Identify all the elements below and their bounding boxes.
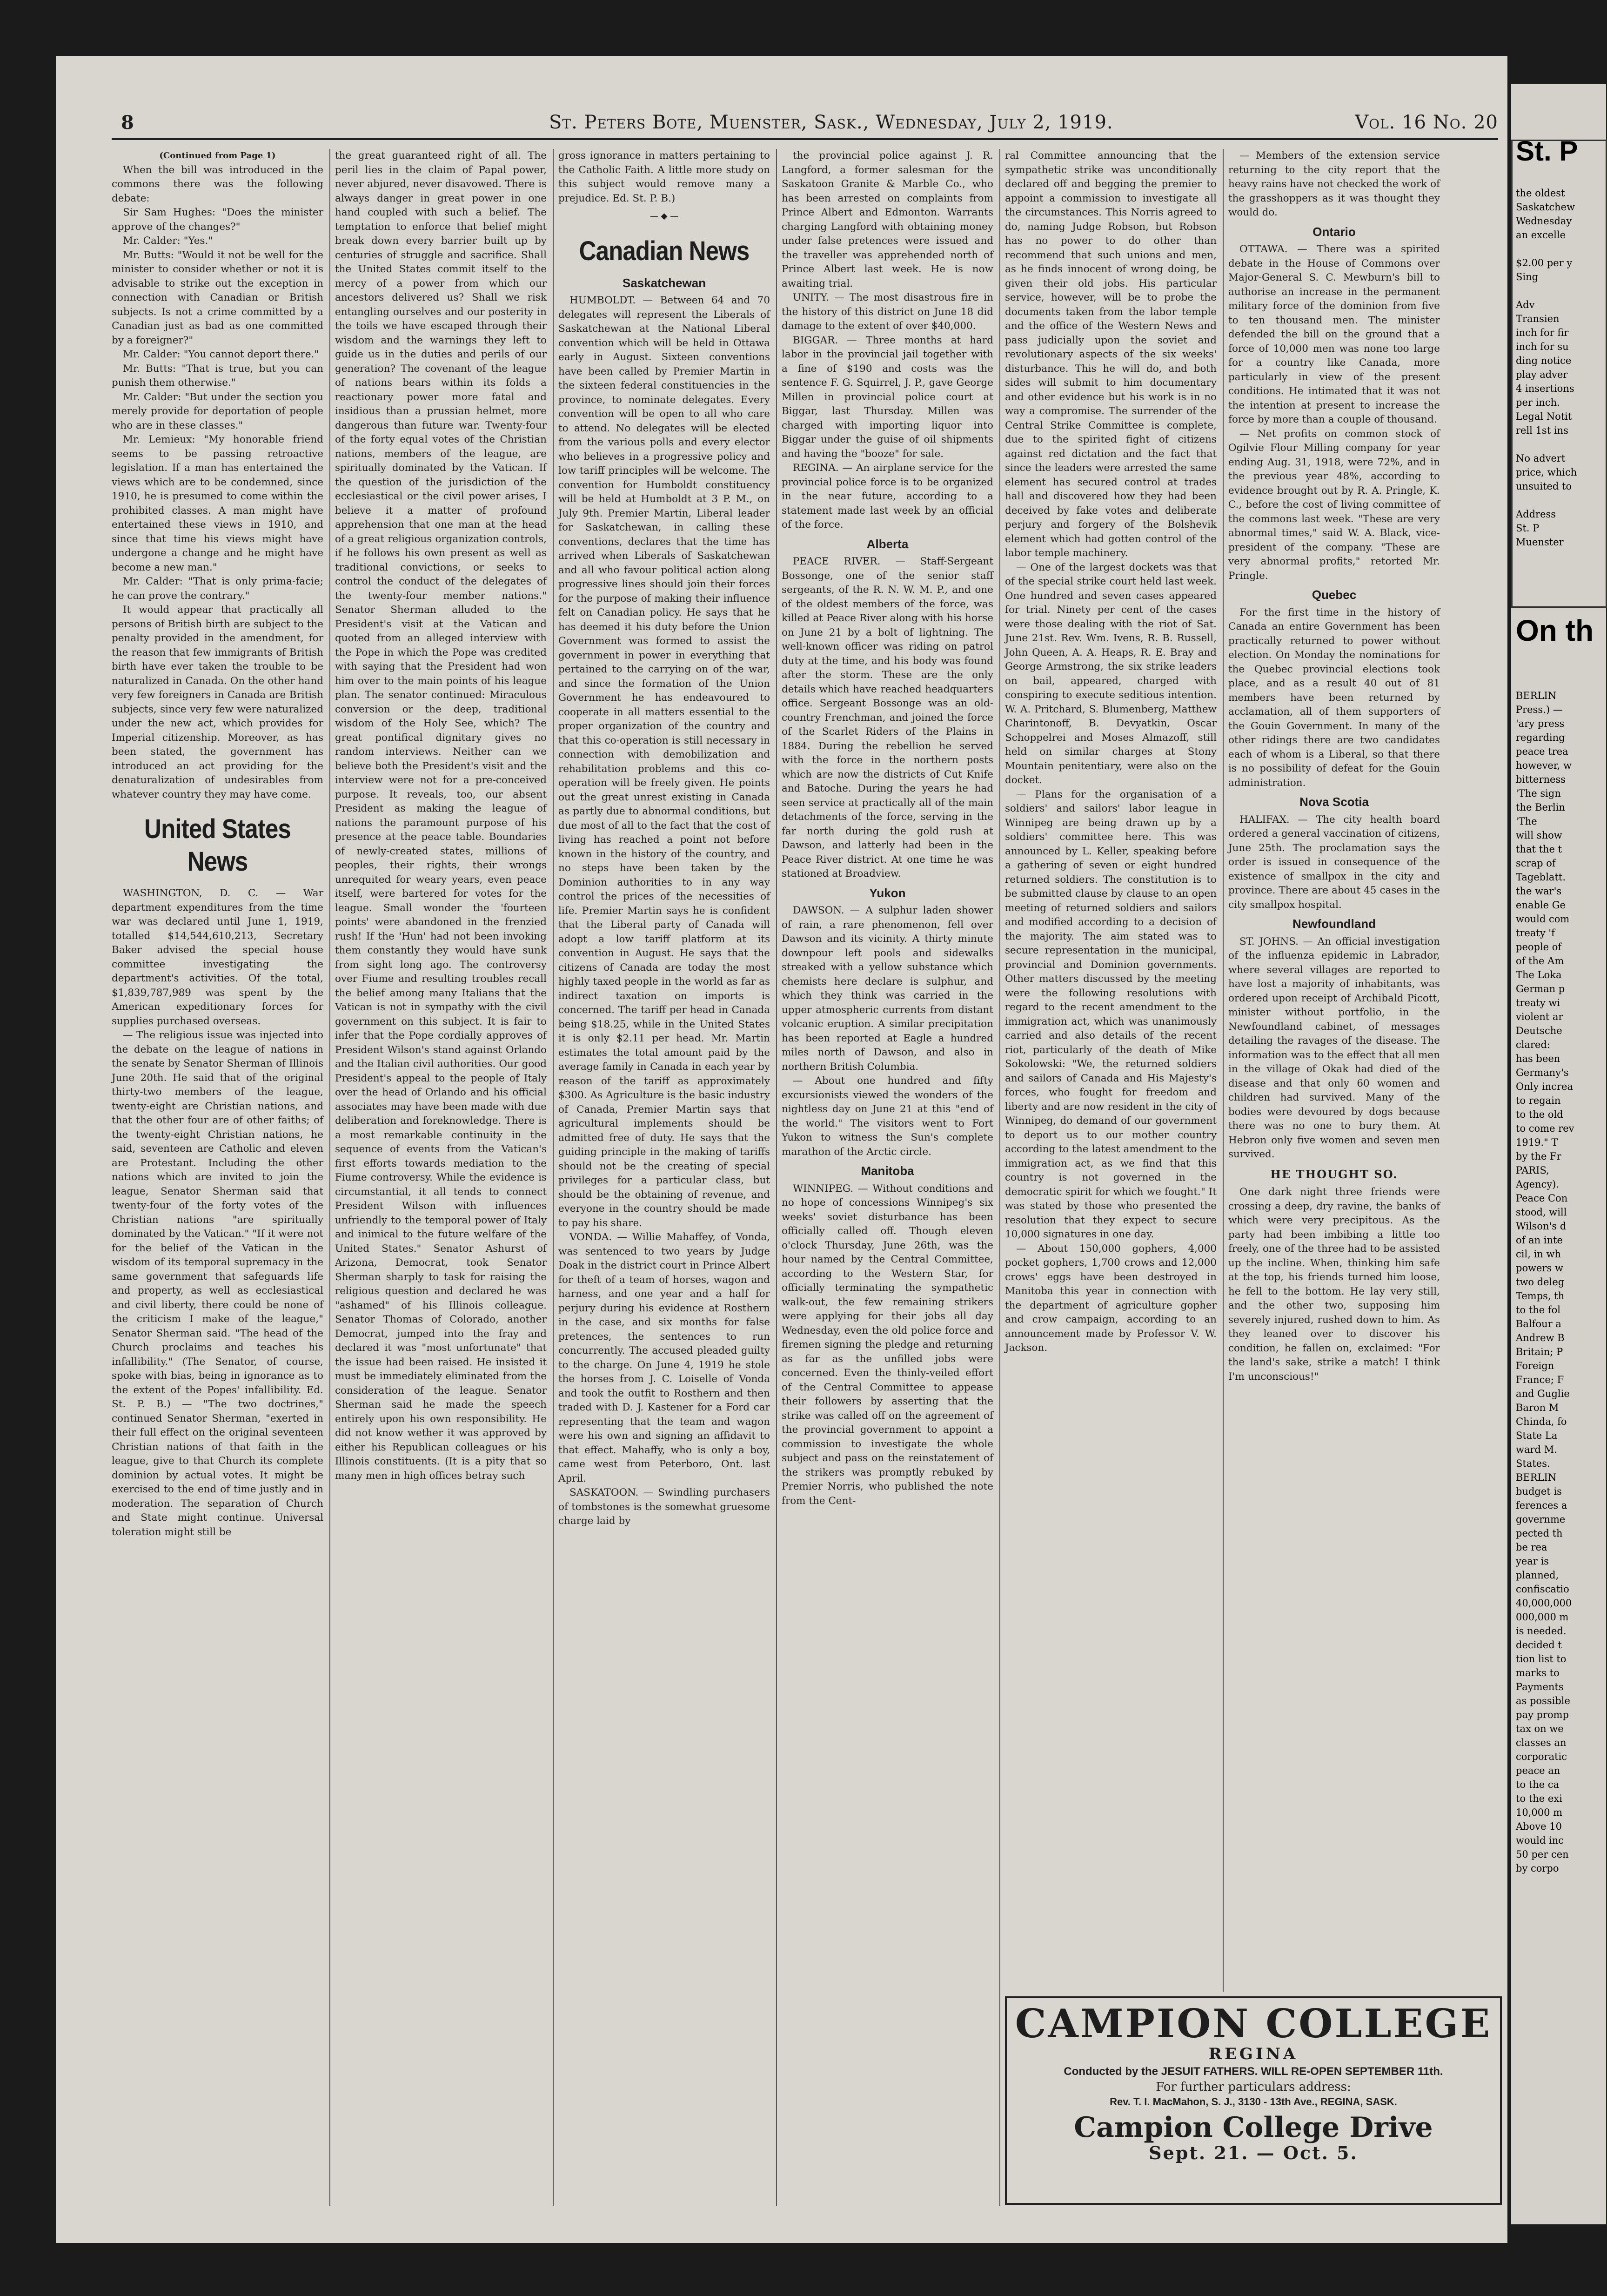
paragraph: the provincial police against J. R. Langford, a former salesman for the Saskatoon Granite & Marble Co., who has been arrested on complaints from Prince Albert and Edmonton. Warrants charging Langford with obtaining money under false pretences were issued and the traveller was apprehended north of Prince Albert last week. He is now awaiting trial. (782, 150, 993, 289)
text-line: play adver (1516, 369, 1568, 380)
he-thought-so-heading: HE THOUGHT SO. (1270, 1167, 1398, 1181)
text-line: to come rev (1516, 1123, 1574, 1134)
text-line: to regain (1516, 1095, 1561, 1106)
column-4 (782, 149, 993, 2206)
text-line: 'The (1516, 816, 1537, 827)
text-line: pay promp (1516, 1709, 1569, 1720)
adjacent-article-lines (1516, 689, 1604, 1875)
text-line: however, w (1516, 760, 1572, 771)
text-line: the oldest (1516, 188, 1565, 199)
col6-paragraphs-5 (1228, 935, 1440, 1162)
column-divider (553, 149, 554, 2206)
text-line: peace trea (1516, 746, 1568, 757)
ad-drive-dates: Sept. 21. — Oct. 5. (1149, 2142, 1358, 2163)
paragraph: For the first time in the history of Canada an entire Government has been practically returned to power without election. On Monday the nominations for the Quebec provincial elections took place, and as a result 40 out of 81 members have been returned by acclamation, all of them supporters of the Gouin Government. In many of the other ridings there are two candidates each of whom is a Liberal, so that there is no possibility of defeat for the Gouin administration. (1228, 606, 1440, 789)
us-news-heading: United States News (144, 814, 291, 877)
paragraph: One dark night three friends were crossing a deep, dry ravine, the banks of which were very precipitous. As the party had been imbibing a little too freely, one of the three had to be assisted up the incline. When, thinking him safe at the top, his friends turned him loose, he fell to the bottom. He lay very still, and the other two, supposing him severely injured, rushed down to him. As they leaned over to discover his condition, he fallen on, exclaimed: "For the land's sake, strike a match! I think I'm unconscious!" (1228, 1186, 1440, 1383)
canadian-news-heading: Canadian News (579, 235, 750, 266)
ad-line-conducted: Conducted by the JESUIT FATHERS. WILL RE-OPEN SEPTEMBER 11th. (1064, 2065, 1443, 2078)
quebec-subheading: Quebec (1312, 588, 1357, 602)
campion-college-ad (1005, 1996, 1502, 2205)
ad-city: REGINA (1208, 2045, 1299, 2063)
column-3 (558, 149, 770, 2206)
paragraph: REGINA. — An airplane service for the provincial police force is to be organized in the near future, according to a statement made last week by an official of the force. (782, 462, 993, 530)
text-line: cil, in wh (1516, 1249, 1561, 1260)
text-line: powers w (1516, 1262, 1563, 1274)
text-line: 4 insertions (1516, 383, 1574, 394)
text-line: Muenster (1516, 537, 1564, 548)
paragraph: ST. JOHNS. — An official investigation of the influenza epidemic in Labrador, where several villages are reported to have lost a majority of inhabitants, was ordered upon receipt of Archibald Picott, minister without portfolio, in the Newfoundland cabinet, of messages detailing the ravages of the disease. The information was to the effect that all men in the village of Okak had died of the disease and that only 60 women and children had survived. Many of the bodies were devoured by dogs because there was no one to bury them. At Hebron only five women and seven men survived. (1228, 935, 1440, 1160)
col4-paragraphs-2 (782, 555, 993, 881)
text-line: confiscatio (1516, 1584, 1569, 1595)
text-line: Wednesday (1516, 215, 1572, 227)
col6-paragraphs (1228, 149, 1440, 220)
text-line: the war's (1516, 886, 1562, 897)
text-line: Balfour a (1516, 1318, 1561, 1329)
text-line: bitterness (1516, 774, 1566, 785)
adjacent-title: St. P (1516, 135, 1578, 167)
column-6 (1228, 149, 1440, 1992)
text-line: people of (1516, 941, 1562, 953)
paragraph: Mr. Calder: "Yes." (123, 235, 213, 247)
text-line: Address (1516, 509, 1556, 520)
col1-paragraphs (112, 163, 323, 802)
text-line: price, which (1516, 467, 1577, 478)
paragraph: gross ignorance in matters pertaining to the Catholic Faith. A little more study on this subject would remove many a prejudice. Ed. St. P. B.) (558, 150, 770, 204)
col5-paragraphs (1005, 149, 1217, 1356)
text-line: budget is (1516, 1486, 1562, 1497)
text-line: as possible (1516, 1695, 1570, 1706)
text-line: peace an (1516, 1765, 1560, 1776)
manitoba-subheading: Manitoba (861, 1164, 914, 1178)
paragraph: When the bill was introduced in the commons there was the following debate: (112, 164, 323, 204)
paragraph: — About 150,000 gophers, 4,000 pocket gophers, 1,700 crows and 12,000 crows' eggs have been destroyed in Manitoba this year in connection with the department of agriculture gopher and crow campaign, according to an announcement made by Professor V. W. Jackson. (1005, 1242, 1217, 1354)
paragraph: the great guaranteed right of all. The peril lies in the claim of Papal power, never abjured, never disavowed. There is always danger in great power in one hand coupled with such a belief. The temptation to enforce that belief might break down every barrier built up by centuries of struggle and sacrifice. Shall the United States commit itself to the mercy of a power from which our ancestors delivered us? Shall we risk entangling ourselves and our posterity in the toils we have escaped through their wisdom and the warnings they left to guide us in the duties and perils of our generation? The covenant of the league of nations bears within its folds a reactionary power more fatal and insidious than a prussian helmet, more dangerous than future war. Twenty-four of the forty equal votes of the Christian nations, members of the league, are spiritually dominated by the Vatican. If the question of the jurisdiction of the ecclesiastical or the civil power arises, I believe it a matter of profound apprehension that one man at the head of a great religious organization controls, if he follows his own present as well as traditional convictions, or seeks to control the conduct of the delegates of the twenty-four member nations." Senator Sherman alluded to the President's visit at the Vatican and quoted from an alleged interview with the Pope in which the Pope was credited with saying that the President had won him over to the main points of his league plan. The senator continued: Miraculous conversion or the deep, traditional wisdom of the Holy See, which? The great pontifical dignitary gives no random interviews. Neither can we believe both the President's visit and the interview were not for a pre-conceived purpose. It reveals, too, our absent President as making the league of nations the paramount purpose of his presence at the peace table. Boundaries of newly-created states, millions of peoples, their rights, their wrongs unrequited for weary years, even peace itself, were bartered for votes for the league. Small wonder the 'fourteen points' were abandoned in the frenzied rush! If the 'Hun' had not been invoking them constantly they would have sunk from sight long ago. The controversy over Fiume and resulting troubles recall the belief among many Italians that the Vatican is not in sympathy with the civil government on this subject. It is fair to infer that the Pope cordially approves of President Wilson's stand against Orlando and the Italian civil authorities. Our good President's appeal to the people of Italy over the head of Orlando and his official associates may have been made with due deliberation and foreknowledge. There is a most remarkable continuity in the sequence of events from the Vatican's first efforts towards mediation to the Fiume controversy. While the evidence is circumstantial, it all tends to connect President Wilson with influences unfriendly to the temporal power of Italy and inimical to the future welfare of the United States." Senator Ashurst of Arizona, Democrat, took Senator Sherman sharply to task for raising the religious question and declared he was "ashamed" of his Illinois colleague. Senator Thomas of Colorado, another Democrat, jumped into the fray and declared it was "most unfortunate" that the issue had been raised. He insisted it must be immediately eliminated from the consideration of the league. Senator Sherman said he made the speech entirely upon his own responsibility. He did not know wether it was approved by either his Republican colleagues or his Illinois constituents. (It is a pity that so many men in high offices betray such (335, 150, 547, 1482)
text-line: Deutsche (1516, 1025, 1562, 1036)
text-line: State La (1516, 1430, 1558, 1441)
text-line: Transien (1516, 313, 1560, 324)
text-line: and Guglie (1516, 1388, 1570, 1399)
text-line: corporatic (1516, 1751, 1567, 1762)
paragraph: SASKATOON. — Swindling purchasers of tombstones is the somewhat gruesome charge laid by (558, 1487, 770, 1527)
text-line: year is (1516, 1556, 1549, 1567)
ad-line-address: Rev. T. I. MacMahon, S. J., 3130 - 13th Ave., REGINA, SASK. (1110, 2096, 1397, 2108)
paragraph: HUMBOLDT. — Between 64 and 70 delegates will represent the Liberals of Saskatchewan at the National Liberal convention which will be held in Ottawa early in August. Sixteen conventions have been called by Premier Martin in the sixteen federal constituencies in the province, to nominate delegates. Every convention will be open to all who care to attend. No delegates will be elected from the various polls and every elector who believes in a progressive policy and low tariff principles will be welcome. The convention for Humboldt constituency will be held at Humboldt at 3 P. M., on July 9th. Premier Martin, Liberal leader for Saskatchewan, in calling these conventions, declares that the time has arrived when Liberals of Saskatchewan and all who favour political action along progressive lines should join their forces for the purpose of making their influence felt on Canadian policy. He says that he has deemed it his duty before the Union Government was formed to assist the government in power in everything that pertained to the carrying on of the war, and since the formation of the Union Government he has endeavoured to cooperate in all matters essential to the proper organization of the country and that this co-operation is still necessary in connection with demobilization and rehabilitation problems and this co-operation will be freely given. He points out the great unrest existing in Canada as partly due to abnormal conditions, but due most of all to the fact that the cost of living has reached a point not before known in the history of the country, and no steps have been taken by the Dominion authorities to in any way control the prices of the necessities of life. Premier Martin says he is confident that the Liberal party of Canada will adopt a low tariff platform at its convention in August. He says that the citizens of Canada are today the most highly taxed people in the world as far as indirect taxation on imports is concerned. The tariff per head in Canada being $18.25, while in the United States it is only $2.11 per head. Mr. Martin estimates the total amount paid by the average family in Canada in each year by reason of the tariff as approximately $300. As Agriculture is the basic industry of Canada, Premier Martin says that agricultural implements should be admitted free of duty. He says that the guiding principle in the making of tariffs should not be the creating of special privileges for a particular class, but should be the obtaining of revenue, and everyone in the country should be made to pay his share. (558, 295, 770, 1229)
text-line: Above 10 (1516, 1821, 1562, 1832)
paragraph: Mr. Calder: "That is only prima-facie; he can prove the contrary." (112, 576, 323, 602)
text-line: rell 1st ins (1516, 425, 1568, 436)
text-line: Andrew B (1516, 1332, 1565, 1343)
text-line: 000,000 m (1516, 1611, 1569, 1623)
paragraph: — Net profits on common stock of Ogilvie Flour Milling company for year ending Aug. 31, 1918, were 72%, and in the previous year 48%, according to evidence brought out by R. A. Pringle, K. C., before the cost of living committee of the commons last week. "These are very abnormal times," said W. A. Black, vice-president of the company. "These are very abnormal profits," retorted Mr. Pringle. (1228, 428, 1440, 582)
paragraph: Mr. Butts: "That is true, but you can punish them otherwise." (112, 363, 323, 389)
newfoundland-subheading: Newfoundland (1292, 917, 1376, 931)
text-line: France; F (1516, 1374, 1564, 1385)
paragraph: Mr. Butts: "Would it not be well for the minister to consider whether or not it is advisable to strike out the exception in connection with Canadian or British subjects. Is not a crime committed by a Canadian just as bad as one committed by a foreigner?" (112, 249, 323, 346)
text-line: Temps, th (1516, 1290, 1565, 1302)
text-line: of the Am (1516, 955, 1564, 967)
text-line: St. P (1516, 523, 1540, 534)
us-news-paragraphs (112, 886, 323, 1539)
text-line: tax on we (1516, 1723, 1564, 1734)
text-line: will show (1516, 830, 1562, 841)
text-line: pected th (1516, 1528, 1563, 1539)
paragraph: — The religious issue was injected into the debate on the league of nations in the senate by Senator Sherman of Illinois June 20th. He said that of the original thirty-two members of the league, twenty-eight are Christian nations, and that the other four are of other faiths; of the twenty-eight Christian nations, he said, seventeen are Catholic and eleven are Protestant. Including the other nations which are invited to join the league, Senator Sherman said that twenty-four of the forty votes of the Christian nations "are spiritually dominated by the Vatican." "If it were not for the belief of the Vatican in the wisdom of its temporal supremacy in the same government that safeguards life and property, as well as ecclesiastical and civil liberty, there could be none of the criticism I make of the league," Senator Sherman said. "The head of the Church proclaims and teaches his infallibility." (The Senator, of course, spoke with bias, being in ignorance as to the extent of the Popes' infallibility. Ed. St. P. B.) — "The two doctrines," continued Senator Sherman, "exerted in their full effect on the original seventeen Christian nations of that faith in the league, give to that Church its complete dominion by actual votes. It might be exercised to the end of time justly and in moderation. The separation of Church and State might continue. Universal toleration might still be (112, 1029, 323, 1538)
text-line: Only increa (1516, 1081, 1573, 1092)
nova-scotia-subheading: Nova Scotia (1299, 795, 1369, 809)
text-line: two deleg (1516, 1276, 1565, 1288)
text-line: of an inte (1516, 1235, 1563, 1246)
text-line: Payments (1516, 1681, 1564, 1692)
text-line: clared: (1516, 1039, 1550, 1050)
text-line: would inc (1516, 1835, 1564, 1846)
text-line: inch for su (1516, 341, 1569, 352)
text-line: States. (1516, 1458, 1550, 1469)
masthead-line: St. Peters Bote, Muenster, Sask., Wednesday, July 2, 1919. (549, 112, 1113, 133)
col4-paragraphs-4 (782, 1182, 993, 1509)
col4-paragraphs-3 (782, 904, 993, 1159)
text-line: BERLIN (1516, 1472, 1557, 1483)
paragraph: Sir Sam Hughes: "Does the minister approve of the changes?" (112, 207, 323, 233)
header-rule (112, 138, 1498, 140)
col4-paragraphs (782, 149, 993, 532)
text-line: Foreign (1516, 1360, 1554, 1371)
alberta-subheading: Alberta (866, 537, 909, 551)
text-line: an excelle (1516, 229, 1566, 241)
text-line: 'ary press (1516, 718, 1565, 729)
text-line: Britain; P (1516, 1346, 1563, 1357)
col6-paragraphs-4 (1228, 813, 1440, 913)
col3-paragraphs (558, 149, 770, 206)
column-5 (1005, 149, 1217, 1992)
text-line: per inch. (1516, 397, 1560, 408)
text-line: treaty wi (1516, 997, 1560, 1008)
text-line: ward M. (1516, 1444, 1557, 1455)
text-line: Peace Con (1516, 1193, 1568, 1204)
ad-line-particulars: For further particulars address: (1156, 2080, 1351, 2094)
column-divider (1223, 149, 1224, 1992)
paragraph: — Plans for the organisation of a soldiers' and sailors' labor league in Winnipeg are being drawn up by a soldiers' committee here. This was announced by L. Keller, speaking before a gathering of seven or eight hundred returned soldiers. The constitution is to be submitted clause by clause to an open meeting of returned soldiers and sailors and modified according to a decision of the majority. The aim stated was to secure representation in the municipal, provincial and Dominion governments. Other matters discussed by the meeting were the following resolutions with regard to the recent amendment to the immigration act, which was unanimously carried and also details of the recent riot, particularly of the death of Mike Sokolowski: "We, the returned soldiers and sailors of Canada and His Majesty's forces, who fought for freedom and liberty and are now resident in the city of Winnipeg, do demand of our government to deport us to our mother country according to the latest amendment to the immigration act, as we find that this country is not governed in the democratic spirit for which we fought." It was stated by those who presented the resolution that they expect to secure 10,000 signatures in one day. (1005, 788, 1217, 1240)
paragraph: Mr. Lemieux: "My honorable friend seems to be passing retroactive legislation. If a man has entertained the views which are to be condemned, since 1910, he is presumed to come within the prohibited classes. A man might have entertained these views in 1910, and since that time his views might have undergone a change and he might have become a new man." (112, 434, 323, 573)
text-line: No advert (1516, 453, 1566, 464)
adjacent-heading: On th (1516, 614, 1594, 647)
col3-paragraphs-2 (558, 294, 770, 1529)
text-line: classes an (1516, 1737, 1567, 1748)
text-line: to the exi (1516, 1793, 1562, 1804)
text-line: 'The sign (1516, 788, 1561, 799)
paragraph: PEACE RIVER. — Staff-Sergeant Bossonge, one of the senior staff sergeants, of the R. N. W. M. P., and one of the oldest members of the force, was killed at Peace River along with his horse on June 21 by a bolt of lightning. The well-known officer was riding on patrol duty at the time, and his body was found after the storm. These are the only details which have reached headquarters office. Sergeant Bossonge was an old-country Frenchman, and joined the force of the Scarlet Riders of the Plains in 1884. During the rebellion he served with the force in the northern posts which are now the districts of Cut Knife and Batoche. During the years he had seen service at practically all of the main detachments of the force, serving in the far north during the gold rush at Dawson, and latterly had been in the Peace River district. At one time he was stationed at Broadview. (782, 556, 993, 879)
ontario-subheading: Ontario (1312, 224, 1356, 239)
adjacent-masthead-lines (1516, 186, 1604, 549)
text-line: 50 per cen (1516, 1849, 1569, 1860)
paragraph: It would appear that practically all persons of British birth are subject to the penalty provided in the amendment, for the reason that few immigrants of British birth have ever taken the trouble to be naturalized in Canada. On the other hand very few foreigners in Canada are British subjects, since very few were naturalized under the new act, which provides for Imperial citizenship. Moreover, as has been stated, the government has introduced an act providing for the denaturalization of undesirables from whatever country they may have come. (112, 604, 323, 800)
col6-paragraphs-2 (1228, 242, 1440, 583)
text-line: by the Fr (1516, 1151, 1561, 1162)
paragraph: WINNIPEG. — Without conditions and no hope of concessions Winnipeg's six weeks' soviet disturbance has been officially called off. Though eleven o'clock Thursday, June 26th, was the hour named by the Central Committee, according to the Western Star, for officially terminating the sympathetic walk-out, the few remaining strikers were applying for their jobs all day Wednesday, even the old police force and firemen signing the pledge and returning as far as the unfilled jobs were concerned. Even the thinly-veiled effort of the Central Committee to appease their followers by asserting that the strike was called off on the agreement of the provincial government to appoint a commission to investigate the whole subject and pass on the reinstatement of the strikers was promptly rebuked by Premier Norris, who published the note from the Cent- (782, 1182, 993, 1507)
text-line: treaty 'f (1516, 927, 1555, 939)
text-line: tion list to (1516, 1653, 1567, 1665)
text-line: 10,000 m (1516, 1807, 1563, 1818)
text-line: Press.) — (1516, 704, 1563, 715)
col2-paragraphs (335, 149, 547, 1483)
text-line: BERLIN (1516, 690, 1557, 701)
text-line: Wilson's d (1516, 1221, 1567, 1232)
text-line (1516, 242, 1604, 256)
text-line: regarding (1516, 732, 1565, 743)
paragraph: Mr. Calder: "You cannot deport there." (123, 349, 319, 360)
paragraph: — About one hundred and fifty excursionists viewed the wonders of the nightless day on June 21 at this "end of the world." The visitors went to Fort Yukon to witness the Sun's complete marathon of the Arctic circle. (782, 1075, 993, 1158)
col6-paragraphs-6 (1228, 1185, 1440, 1384)
column-1 (112, 149, 323, 2206)
text-line: $2.00 per y (1516, 257, 1573, 269)
text-line (1516, 437, 1604, 451)
paragraph: Mr. Calder: "But under the section you merely provide for deportation of people who are in these classes." (112, 391, 323, 431)
column-2 (335, 149, 547, 2206)
page-header (121, 107, 1498, 140)
yukon-subheading: Yukon (869, 886, 906, 900)
text-line: is needed. (1516, 1625, 1567, 1637)
ad-drive-title: Campion College Drive (1074, 2111, 1433, 2144)
text-line: decided t (1516, 1639, 1562, 1651)
saskatchewan-subheading: Saskatchewan (622, 275, 706, 290)
paragraph: VONDA. — Willie Mahaffey, of Vonda, was sentenced to two years by Judge Doak in the district court in Prince Albert for theft of a team of horses, wagon and harness, and one year and a half for perjury during his evidence at Rosthern in the case, and six months for false pretences, the sentences to run concurrently. The accused pleaded guilty to the charge. On June 4, 1919 he stole the horses from J. C. Loiselle of Vonda and took the outfit to Rosthern and then traded with D. J. Kastener for a Ford car representing that the team and wagon were his own and signing an affidavit to that effect. Mahaffy, who is only a boy, came west from Peterboro, Ont. last April. (558, 1231, 770, 1484)
text-line: governme (1516, 1514, 1566, 1525)
text-line: to the fol (1516, 1304, 1560, 1316)
paragraph: HALIFAX. — The city health board ordered a general vaccination of citizens, June 25th. The proclamation says the order is issued in consequence of the existence of smallpox in the city and province. There are about 45 cases in the city smallpox hospital. (1228, 813, 1440, 911)
text-line: 1919." T (1516, 1137, 1558, 1148)
text-line: that the t (1516, 844, 1562, 855)
col6-paragraphs-3 (1228, 606, 1440, 791)
text-line: to the ca (1516, 1779, 1560, 1790)
paragraph: OTTAWA. — There was a spirited debate in the House of Commons over Major-General S. C. Mewburn's bill to authorise an increase in the permanent military force of the dominion from five to ten thousand men. The minister defended the bill on the ground that a force of 10,000 men was none too large for a country like Canada, more particularly in view of the present conditions. He intimated that it was not the intention at present to increase the force by more than a couple of thousand. (1228, 243, 1440, 425)
ad-title: CAMPION COLLEGE (1015, 2001, 1492, 2047)
paragraph: — One of the largest dockets was that of the special strike court held last week. One hundred and seven cases appeared for trial. Ninety per cent of the cases were those dealing with the riot of Sat. June 21st. Rev. Wm. Ivens, R. B. Russell, John Queen, A. A. Heaps, R. E. Bray and George Armstrong, the six strike leaders on bail, appeared, charged with conspiring to execute seditious intention. W. A. Pritchard, S. Blumenberg, Matthew Charintonoff, B. Devyatkin, Oscar Schoppelrei and Moses Almazoff, still held on similar charges at Stony Mountain penitentiary, were also on the docket. (1005, 561, 1217, 786)
column-divider (999, 149, 1000, 2206)
text-line: Saskatchew (1516, 201, 1575, 213)
paragraph: ral Committee announcing that the sympathetic strike was unconditionally declared off and begging the premier to appoint a commission to investigate all the circumstances. This Norris agreed to do, naming Judge Robson, but Robson has no power to do other than recommend that such unions and men, as he finds innocent of wrong doing, be given their old jobs. His particular service, however, will be to probe the documents taken from the labor temple and the office of the Western News and pass judicially upon the soviet and revolutionary aspects of the six weeks' disturbance. This he will do, and both sides will submit to him documentary and other evidence but his work is in no way a compromise. The surrender of the Central Strike Committee is complete, due to the spirited fight of citizens against red dictation and the fact that since the leaders were arrested the same element has secured control at trades hall and discovered how they had been deceived by fake votes and deliberate perjury and forgery of the Bolshevik element which had gotten control of the labor temple machinery. (1005, 150, 1217, 559)
paragraph: BIGGAR. — Three months at hard labor in the provincial jail together with a fine of $190 and costs was the sentence F. G. Squirrel, J. P., gave George Millen in provincial police court at Biggar, last Thursday. Millen was charged with importing liquor into Biggar under the guise of oil shipments and having the "booze" for sale. (782, 334, 993, 460)
text-line: be rea (1516, 1542, 1547, 1553)
text-line: Baron M (1516, 1402, 1559, 1413)
text-line: ferences a (1516, 1500, 1567, 1511)
text-line: unsuited to (1516, 481, 1572, 492)
text-line: Sing (1516, 271, 1539, 282)
paragraph: WASHINGTON, D. C. — War department expenditures from the time war was declared until June 1, 1919, totalled $14,544,610,213, Secretary Baker advised the special house committee investigating the department's activities. Of the total, $1,839,787,989 was spent by the American expeditionary forces for supplies purchased overseas. (112, 887, 323, 1027)
text-line: Adv (1516, 299, 1535, 310)
text-line: the Berlin (1516, 802, 1565, 813)
newspaper-page (56, 56, 1507, 2243)
text-line: PARIS, (1516, 1165, 1549, 1176)
text-line: violent ar (1516, 1011, 1563, 1022)
adjacent-page-strip (1511, 84, 1606, 2224)
text-line: stood, will (1516, 1207, 1567, 1218)
text-line: ding notice (1516, 355, 1572, 366)
text-line: Chinda, fo (1516, 1416, 1567, 1427)
text-line: Agency). (1516, 1179, 1560, 1190)
text-line: has been (1516, 1053, 1560, 1064)
paragraph: DAWSON. — A sulphur laden shower of rain, a rare phenomenon, fell over Dawson and its vicinity. A thirty minute downpour left pools and sidewalks streaked with a yellow substance which chemists here declare is sulphur, and which they think was carried in the upper atmospheric currents from distant volcanic eruption. A similar precipitation has been reported at Eagle a hundred miles north of Dawson, and also in northern British Columbia. (782, 905, 993, 1073)
section-separator: — ◆ — (649, 211, 679, 221)
paragraph: — Members of the extension service returning to the city report that the heavy rains have not checked the work of the grasshoppers as it was thought they would do. (1228, 150, 1440, 218)
text-line (1516, 284, 1604, 298)
column-divider (776, 149, 777, 2206)
text-line: marks to (1516, 1667, 1560, 1678)
page-number: 8 (121, 112, 134, 134)
volume-number: Vol. 16 No. 20 (1355, 112, 1498, 133)
text-line: would com (1516, 913, 1570, 925)
text-line: inch for fir (1516, 327, 1569, 338)
column-divider (329, 149, 330, 2206)
text-line: scrap of (1516, 858, 1556, 869)
text-line: 40,000,000 (1516, 1598, 1572, 1609)
paragraph: UNITY. — The most disastrous fire in the history of this district on June 18 did damage to the extent of over $40,000. (782, 292, 993, 332)
text-line: by corpo (1516, 1863, 1559, 1874)
continued-note: (Continued from Page 1) (159, 151, 276, 161)
text-line: Germany's (1516, 1067, 1569, 1078)
text-line (1516, 493, 1604, 507)
text-line: enable Ge (1516, 900, 1566, 911)
text-line: Tageblatt. (1516, 872, 1566, 883)
text-line: Legal Notit (1516, 411, 1572, 422)
text-line: The Loka (1516, 969, 1562, 980)
text-line: to the old (1516, 1109, 1563, 1120)
text-line: German p (1516, 983, 1565, 994)
text-line: planned, (1516, 1570, 1559, 1581)
